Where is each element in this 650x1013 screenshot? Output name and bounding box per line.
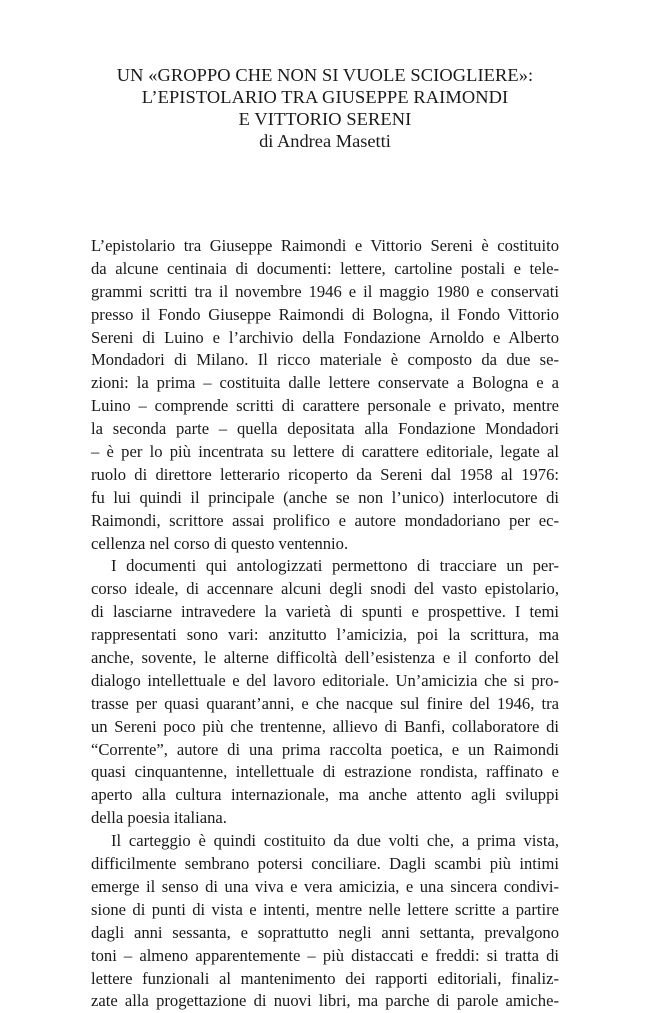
text-line: la seconda parte – quella depositata alla Fondazione Mondadori [91, 419, 559, 439]
text-line: ruolo di direttore letterario ricoperto da Sereni dal 1958 al 1976: [91, 464, 559, 484]
text-line: zate alla progettazione di nuovi libri, ma parche di parole amiche- [91, 991, 559, 1011]
text-line: toni – almeno apparentemente – più distaccati e freddi: si tratta di [91, 945, 559, 965]
text-line: corso ideale, di accennare alcuni degli snodi del vasto epistolario, [91, 579, 559, 599]
text-line: I documenti qui antologizzati permettono di tracciare un per- [111, 556, 559, 576]
text-line: difficilmente sembrano potersi conciliare. Dagli scambi più intimi [91, 854, 559, 874]
text-line: dialogo intellettuale e del lavoro editoriale. Un’amicizia che si pro- [91, 670, 559, 690]
text-line: di lasciarne intravedere la varietà di spunti e prospettive. I temi [91, 602, 559, 622]
paragraph [91, 235, 559, 555]
text-line: Raimondi, scrittore assai prolifico e autore mondadoriano per ec- [91, 510, 559, 530]
text-line: dagli anni sessanta, e soprattutto negli anni settanta, prevalgono [91, 922, 559, 942]
text-line: trasse per quasi quarant’anni, e che nacque sul finire del 1946, tra [91, 693, 559, 713]
paragraph [91, 830, 559, 1013]
text-line: Mondadori di Milano. Il ricco materiale è composto da due se- [91, 350, 559, 370]
paragraph [91, 555, 559, 830]
text-line: presso il Fondo Giuseppe Raimondi di Bologna, il Fondo Vittorio [91, 304, 559, 324]
author-byline: di Andrea Masetti [259, 131, 391, 151]
text-line: – è per lo più incentrata su lettere di carattere editoriale, legate al [91, 442, 559, 462]
text-line: rappresentati sono vari: anzitutto l’amicizia, poi la scrittura, ma [91, 625, 559, 645]
text-line: quasi cinquantenne, intellettuale di estrazione rondista, raffinato e [91, 762, 559, 782]
text-line: grammi scritti tra il novembre 1946 e il maggio 1980 e conservati [91, 281, 559, 301]
text-line: anche, sovente, le alterne difficoltà dell’esistenza e il conforto del [91, 648, 559, 668]
text-line: Sereni di Luino e l’archivio della Fondazione Arnoldo e Alberto [91, 327, 559, 347]
text-line: zioni: la prima – costituita dalle lettere conservate a Bologna e a [91, 373, 559, 393]
text-line: della poesia italiana. [91, 808, 227, 828]
article-body [91, 235, 559, 1013]
text-line: “Corrente”, autore di una prima raccolta poetica, e un Raimondi [91, 739, 559, 759]
text-line: sione di punti di vista e intenti, mentre nelle lettere scritte a partire [91, 899, 559, 919]
title-line-2: L’EPISTOLARIO TRA GIUSEPPE RAIMONDI [141, 87, 509, 107]
text-line: aperto alla cultura internazionale, ma anche attento agli sviluppi [91, 785, 559, 805]
title-line-1: UN «GROPPO CHE NON SI VUOLE SCIOGLIERE»: [116, 65, 534, 85]
text-line: fu lui quindi il principale (anche se non l’unico) interlocutore di [91, 487, 559, 507]
text-line: L’epistolario tra Giuseppe Raimondi e Vittorio Sereni è costituito [91, 236, 559, 255]
article-heading [0, 64, 650, 152]
text-line: lettere funzionali al mantenimento dei rapporti editoriali, finaliz- [91, 968, 559, 988]
text-line: un Sereni poco più che trentenne, allievo di Banfi, collaboratore di [91, 716, 559, 736]
text-line: emerge il senso di una viva e vera amicizia, e una sincera condivi- [91, 876, 559, 896]
text-line: Luino – comprende scritti di carattere personale e privato, mentre [91, 396, 559, 416]
text-line: da alcune centinaia di documenti: lettere, cartoline postali e tele- [91, 258, 559, 278]
text-line: cellenza nel corso di questo ventennio. [91, 533, 349, 553]
title-line-3: E VITTORIO SERENI [238, 109, 412, 129]
text-line: Il carteggio è quindi costituito da due volti che, a prima vista, [111, 831, 559, 851]
